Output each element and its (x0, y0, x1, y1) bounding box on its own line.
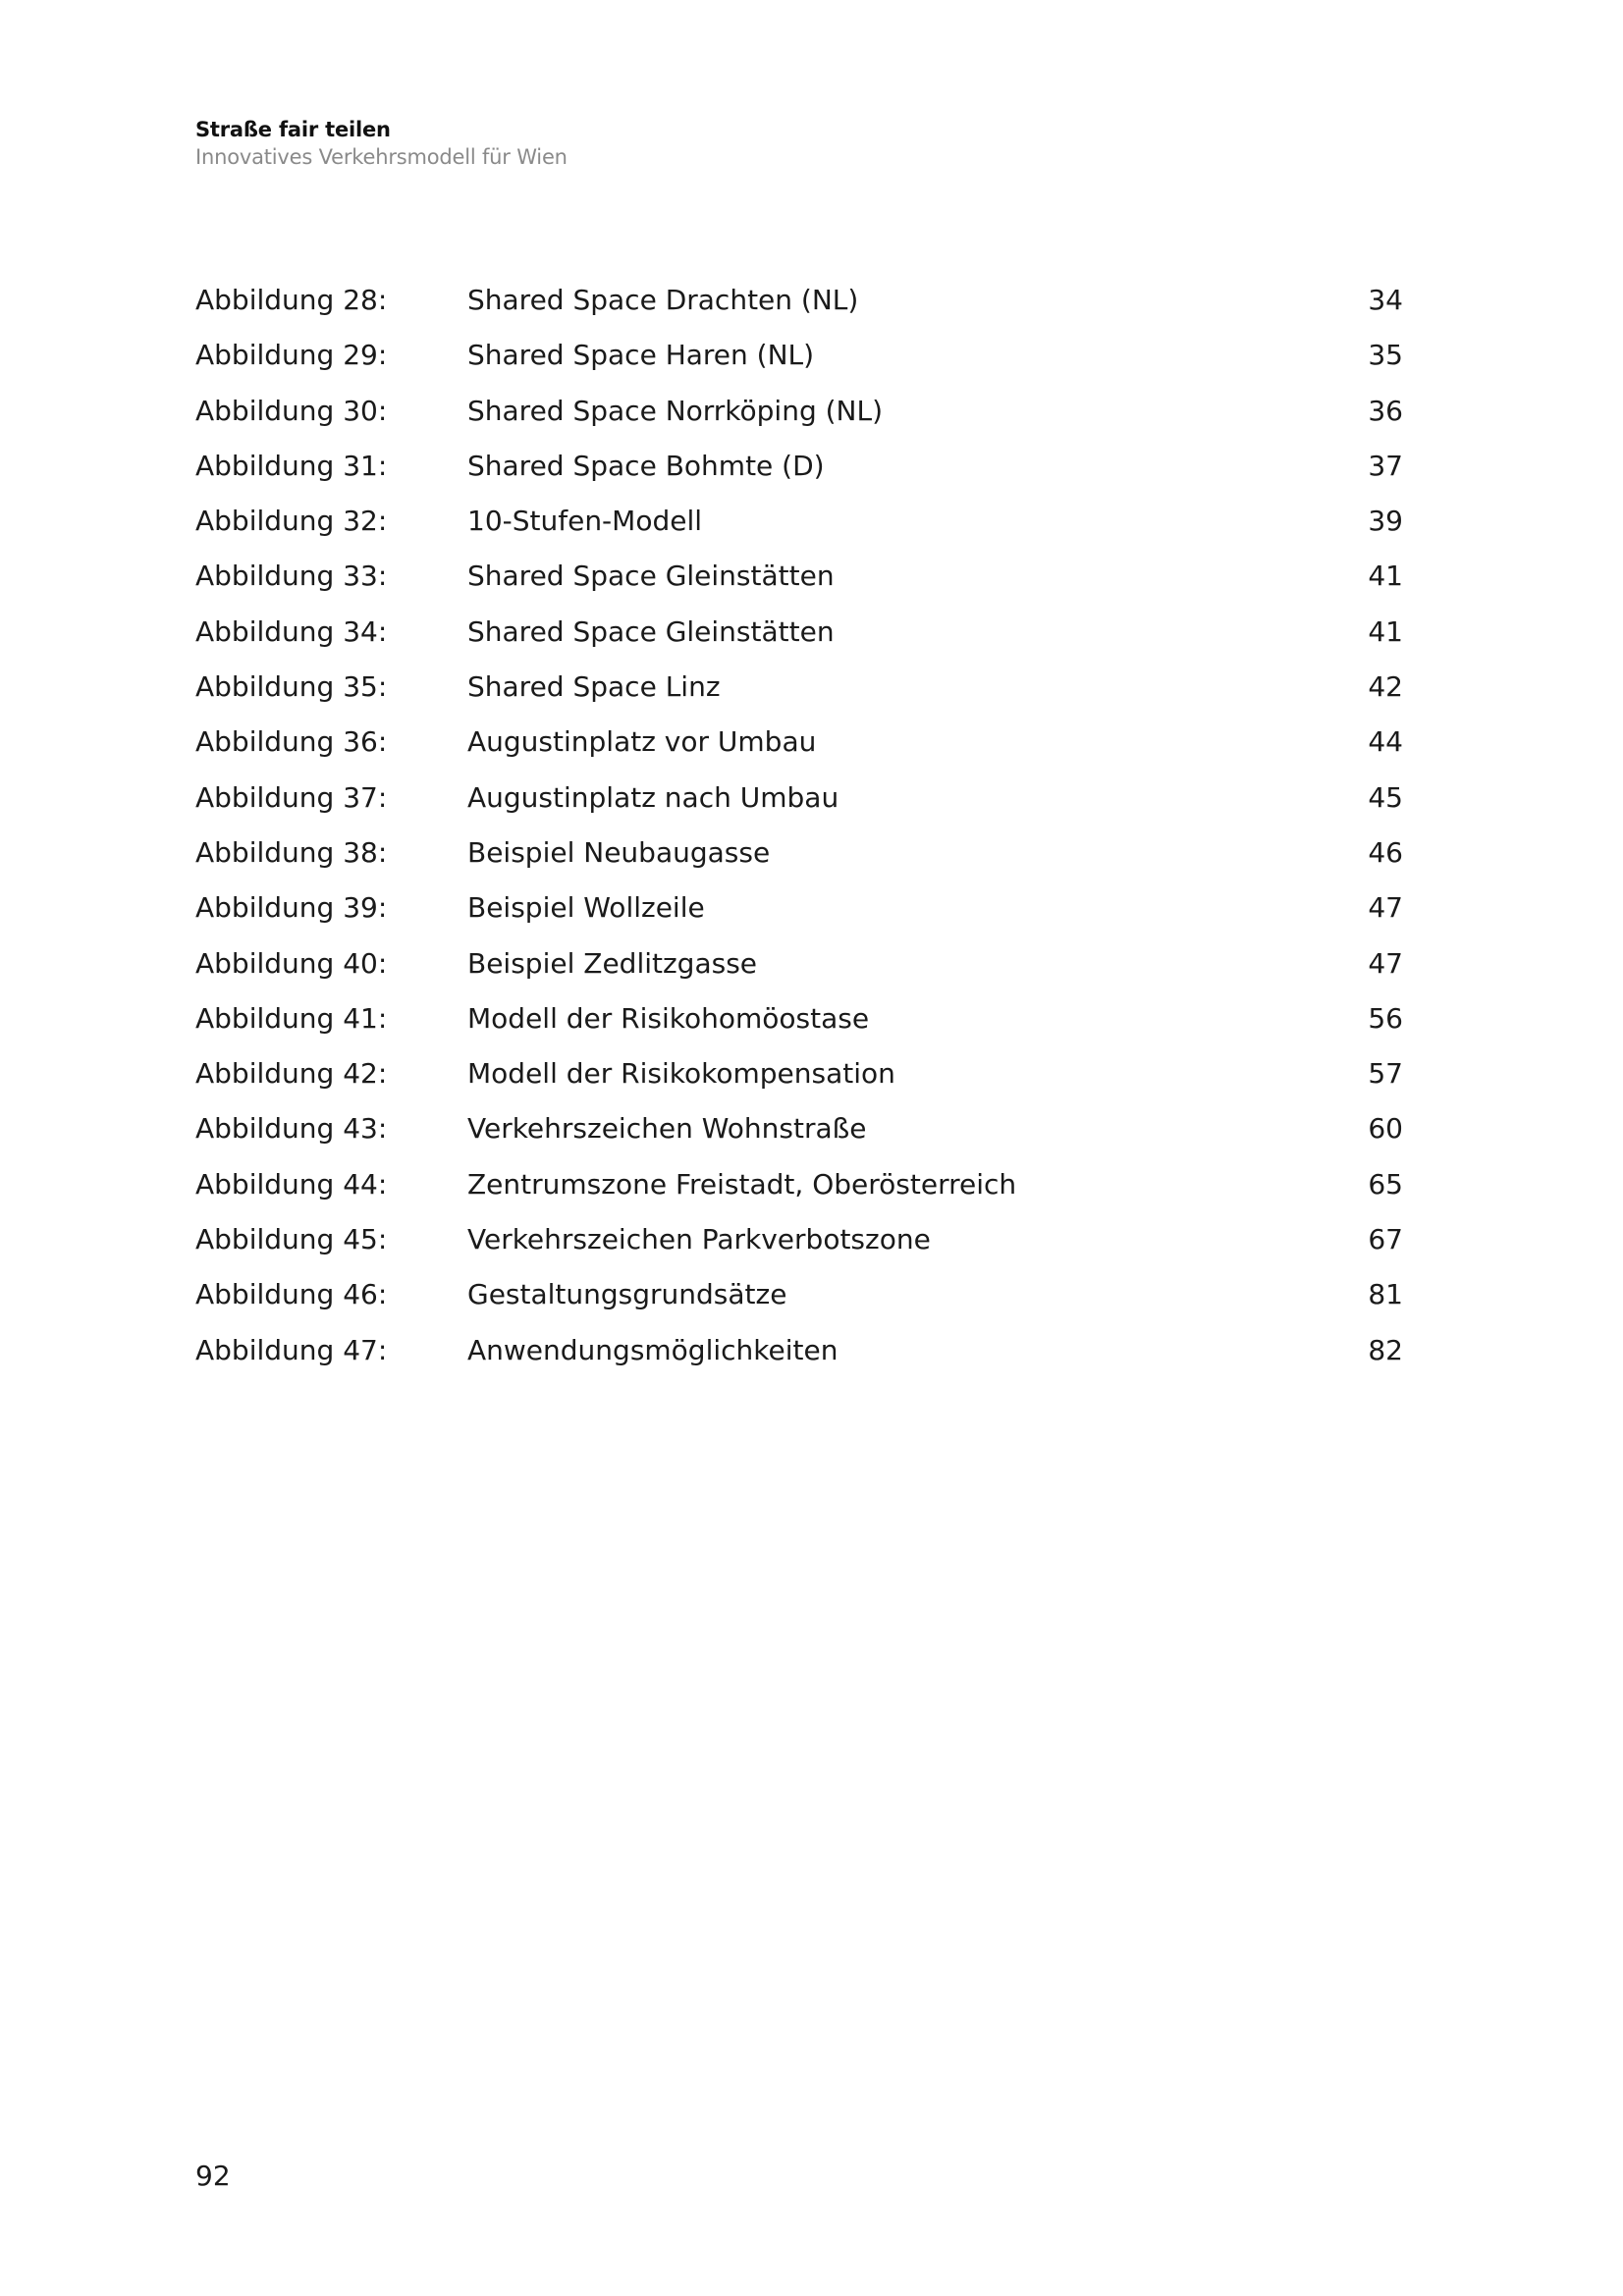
figure-page-number: 45 (1368, 780, 1403, 814)
figure-entry-29 (195, 328, 1409, 383)
figure-label: Abbildung 36: (195, 725, 388, 759)
figure-entry-46 (195, 1267, 1409, 1322)
figure-title: Gestaltungsgrundsätze (467, 1278, 787, 1311)
figure-page-number: 81 (1368, 1278, 1403, 1311)
figure-title: Augustinplatz vor Umbau (467, 725, 817, 759)
figure-entry-40 (195, 936, 1409, 991)
figure-label: Abbildung 40: (195, 946, 388, 980)
figure-page-number: 36 (1368, 394, 1403, 427)
figure-label: Abbildung 32: (195, 505, 388, 538)
figure-entry-42 (195, 1046, 1409, 1101)
list-of-figures (195, 273, 1409, 1378)
figure-page-number: 42 (1368, 670, 1403, 704)
figure-entry-43 (195, 1101, 1409, 1156)
figure-label: Abbildung 42: (195, 1057, 388, 1091)
figure-title: Shared Space Drachten (NL) (467, 284, 859, 316)
figure-entry-31 (195, 439, 1409, 494)
figure-page-number: 65 (1368, 1167, 1403, 1201)
figure-label: Abbildung 37: (195, 780, 388, 814)
figure-label: Abbildung 41: (195, 1001, 388, 1035)
figure-label: Abbildung 29: (195, 339, 388, 372)
figure-title: Beispiel Neubaugasse (467, 835, 771, 869)
figure-title: Shared Space Gleinstätten (467, 560, 835, 593)
figure-entry-33 (195, 549, 1409, 604)
figure-entry-32 (195, 494, 1409, 549)
page-number: 92 (195, 2160, 231, 2192)
figure-title: Shared Space Linz (467, 670, 721, 704)
figure-entry-47 (195, 1323, 1409, 1378)
figure-page-number: 47 (1368, 891, 1403, 925)
figure-label: Abbildung 34: (195, 614, 388, 648)
header-title: Straße fair teilen (195, 118, 391, 141)
figure-title: Augustinplatz nach Umbau (467, 780, 839, 814)
figure-entry-41 (195, 991, 1409, 1046)
figure-entry-38 (195, 826, 1409, 881)
figure-page-number: 39 (1368, 505, 1403, 538)
figure-entry-39 (195, 881, 1409, 935)
figure-title: Verkehrszeichen Wohnstraße (467, 1112, 867, 1146)
figure-title: Anwendungsmöglichkeiten (467, 1333, 839, 1366)
figure-page-number: 41 (1368, 614, 1403, 648)
figure-page-number: 34 (1368, 284, 1403, 316)
figure-label: Abbildung 38: (195, 835, 388, 869)
figure-entry-37 (195, 771, 1409, 826)
figure-page-number: 46 (1368, 835, 1403, 869)
figure-label: Abbildung 28: (195, 284, 388, 316)
figure-page-number: 35 (1368, 339, 1403, 372)
figure-title: Shared Space Haren (NL) (467, 339, 815, 372)
figure-label: Abbildung 31: (195, 449, 388, 482)
running-header (195, 116, 568, 171)
figure-page-number: 67 (1368, 1223, 1403, 1256)
figure-title: Modell der Risikohomöostase (467, 1001, 870, 1035)
figure-page-number: 41 (1368, 560, 1403, 593)
figure-page-number: 57 (1368, 1057, 1403, 1091)
figure-page-number: 56 (1368, 1001, 1403, 1035)
figure-entry-36 (195, 715, 1409, 770)
figure-label: Abbildung 45: (195, 1223, 388, 1256)
figure-entry-34 (195, 605, 1409, 660)
figure-label: Abbildung 46: (195, 1278, 388, 1311)
figure-title: 10-Stufen-Modell (467, 505, 703, 538)
figure-title: Shared Space Bohmte (D) (467, 449, 825, 482)
figure-title: Shared Space Norrköping (NL) (467, 394, 884, 427)
figure-entry-35 (195, 660, 1409, 715)
figure-entry-45 (195, 1212, 1409, 1267)
header-subtitle: Innovatives Verkehrsmodell für Wien (195, 145, 568, 169)
figure-page-number: 47 (1368, 946, 1403, 980)
figure-title: Zentrumszone Freistadt, Oberösterreich (467, 1167, 1017, 1201)
figure-title: Shared Space Gleinstätten (467, 614, 835, 648)
figure-label: Abbildung 35: (195, 670, 388, 704)
figure-page-number: 44 (1368, 725, 1403, 759)
figure-page-number: 82 (1368, 1333, 1403, 1366)
figure-entry-44 (195, 1157, 1409, 1212)
figure-page-number: 60 (1368, 1112, 1403, 1146)
figure-label: Abbildung 47: (195, 1333, 388, 1366)
figure-label: Abbildung 39: (195, 891, 388, 925)
figure-entry-30 (195, 384, 1409, 439)
figure-entry-28 (195, 273, 1409, 328)
figure-label: Abbildung 43: (195, 1112, 388, 1146)
figure-title: Verkehrszeichen Parkverbotszone (467, 1223, 931, 1256)
figure-label: Abbildung 44: (195, 1167, 388, 1201)
figure-label: Abbildung 33: (195, 560, 388, 593)
figure-label: Abbildung 30: (195, 394, 388, 427)
figure-title: Modell der Risikokompensation (467, 1057, 895, 1091)
figure-title: Beispiel Wollzeile (467, 891, 705, 925)
figure-page-number: 37 (1368, 449, 1403, 482)
figure-title: Beispiel Zedlitzgasse (467, 946, 758, 980)
